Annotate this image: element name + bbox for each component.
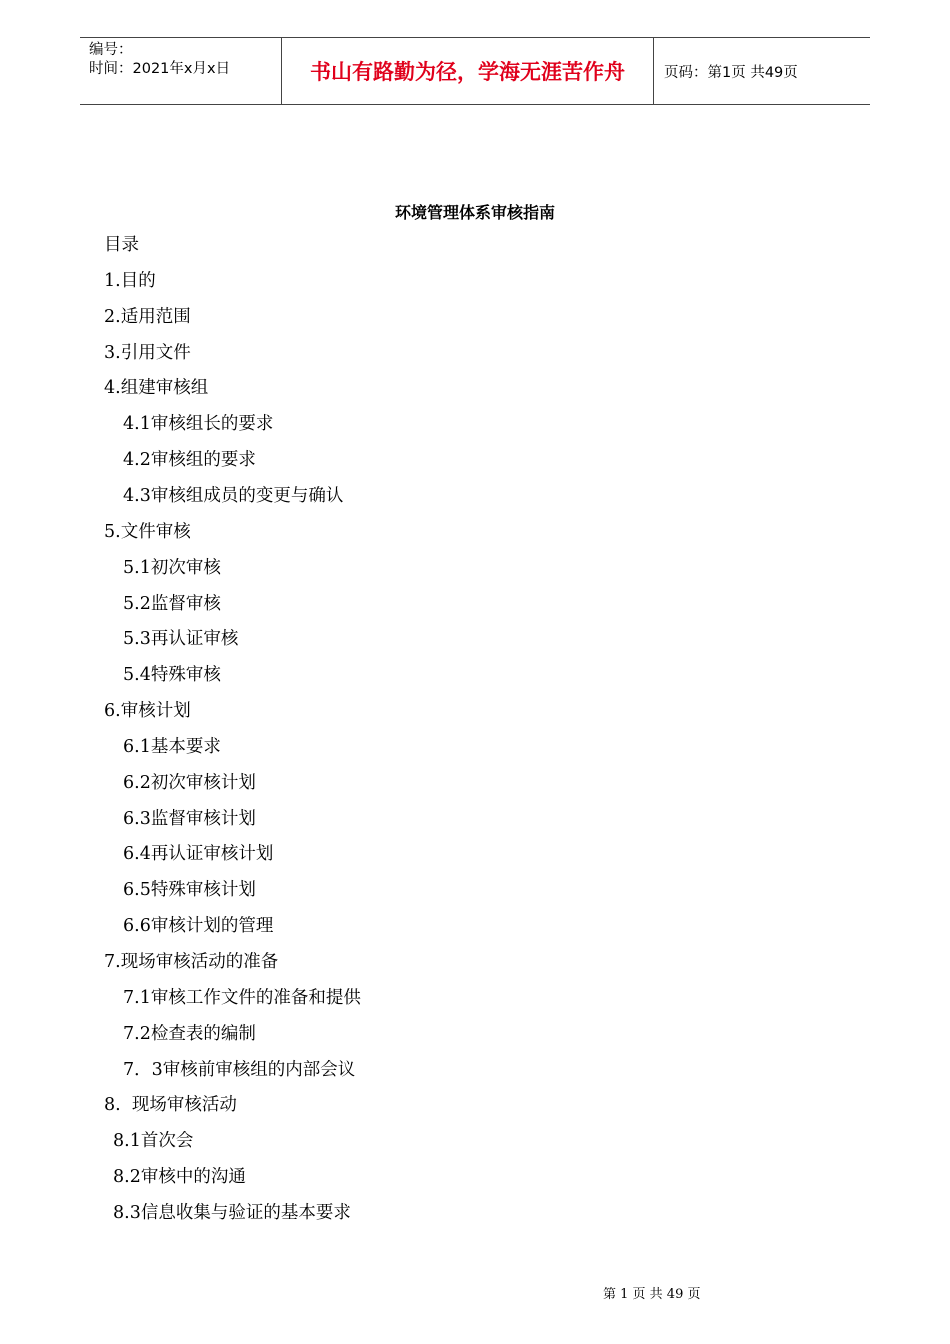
toc-item: 7.现场审核活动的准备	[104, 952, 279, 972]
toc-item: 8.2审核中的沟通	[113, 1167, 246, 1188]
time-label: 时间：2021年x月x日	[89, 61, 231, 77]
document-title: 环境管理体系审核指南	[394, 203, 555, 222]
toc-item: 4.组建审核组	[104, 378, 209, 399]
toc-item: 5.3再认证审核	[123, 629, 239, 650]
toc-item: 4.1审核组长的要求	[123, 414, 274, 435]
page-footer: 第 1 页 共 49 页	[603, 1287, 701, 1302]
page-info-cell	[654, 38, 870, 104]
toc-item: 6.6审核计划的管理	[123, 916, 274, 937]
header-meta	[80, 38, 281, 104]
motto-text: 书山有路勤为径，学海无涯苦作舟	[310, 60, 625, 84]
toc-item: 4.2审核组的要求	[123, 450, 256, 471]
toc-item: 8.1首次会	[113, 1131, 194, 1152]
toc-item: 6.1基本要求	[123, 736, 221, 757]
toc-item: 6.2初次审核计划	[123, 772, 256, 793]
page-info: 页码：第1页 共49页	[664, 64, 798, 81]
toc-item: 5.2监督审核	[123, 593, 221, 614]
toc-item: 目录	[104, 235, 139, 255]
toc-item: 6.3监督审核计划	[123, 808, 256, 829]
toc-item: 5.1初次审核	[123, 557, 221, 578]
toc-item: 2.适用范围	[104, 306, 191, 327]
toc-item: 6.审核计划	[104, 701, 191, 722]
toc-item: 6.5特殊审核计划	[123, 880, 256, 901]
toc-item: 7.1审核工作文件的准备和提供	[123, 987, 361, 1008]
toc-item: 6.4再认证审核计划	[123, 844, 274, 865]
toc-item: 7．3审核前审核组的内部会议	[123, 1059, 356, 1080]
toc-item: 1.目的	[104, 270, 156, 291]
toc-item: 8. 现场审核活动	[104, 1095, 237, 1116]
toc-item: 3.引用文件	[104, 342, 191, 363]
toc-item: 4.3审核组成员的变更与确认	[123, 485, 344, 506]
page-header	[80, 37, 870, 105]
toc-item: 5.4特殊审核	[123, 665, 221, 686]
motto-cell	[281, 38, 654, 104]
toc-item: 8.3信息收集与验证的基本要求	[113, 1202, 351, 1223]
toc-item: 7.2检查表的编制	[123, 1023, 256, 1044]
number-label: 编号：	[89, 42, 133, 58]
toc-item: 5.文件审核	[104, 521, 191, 542]
